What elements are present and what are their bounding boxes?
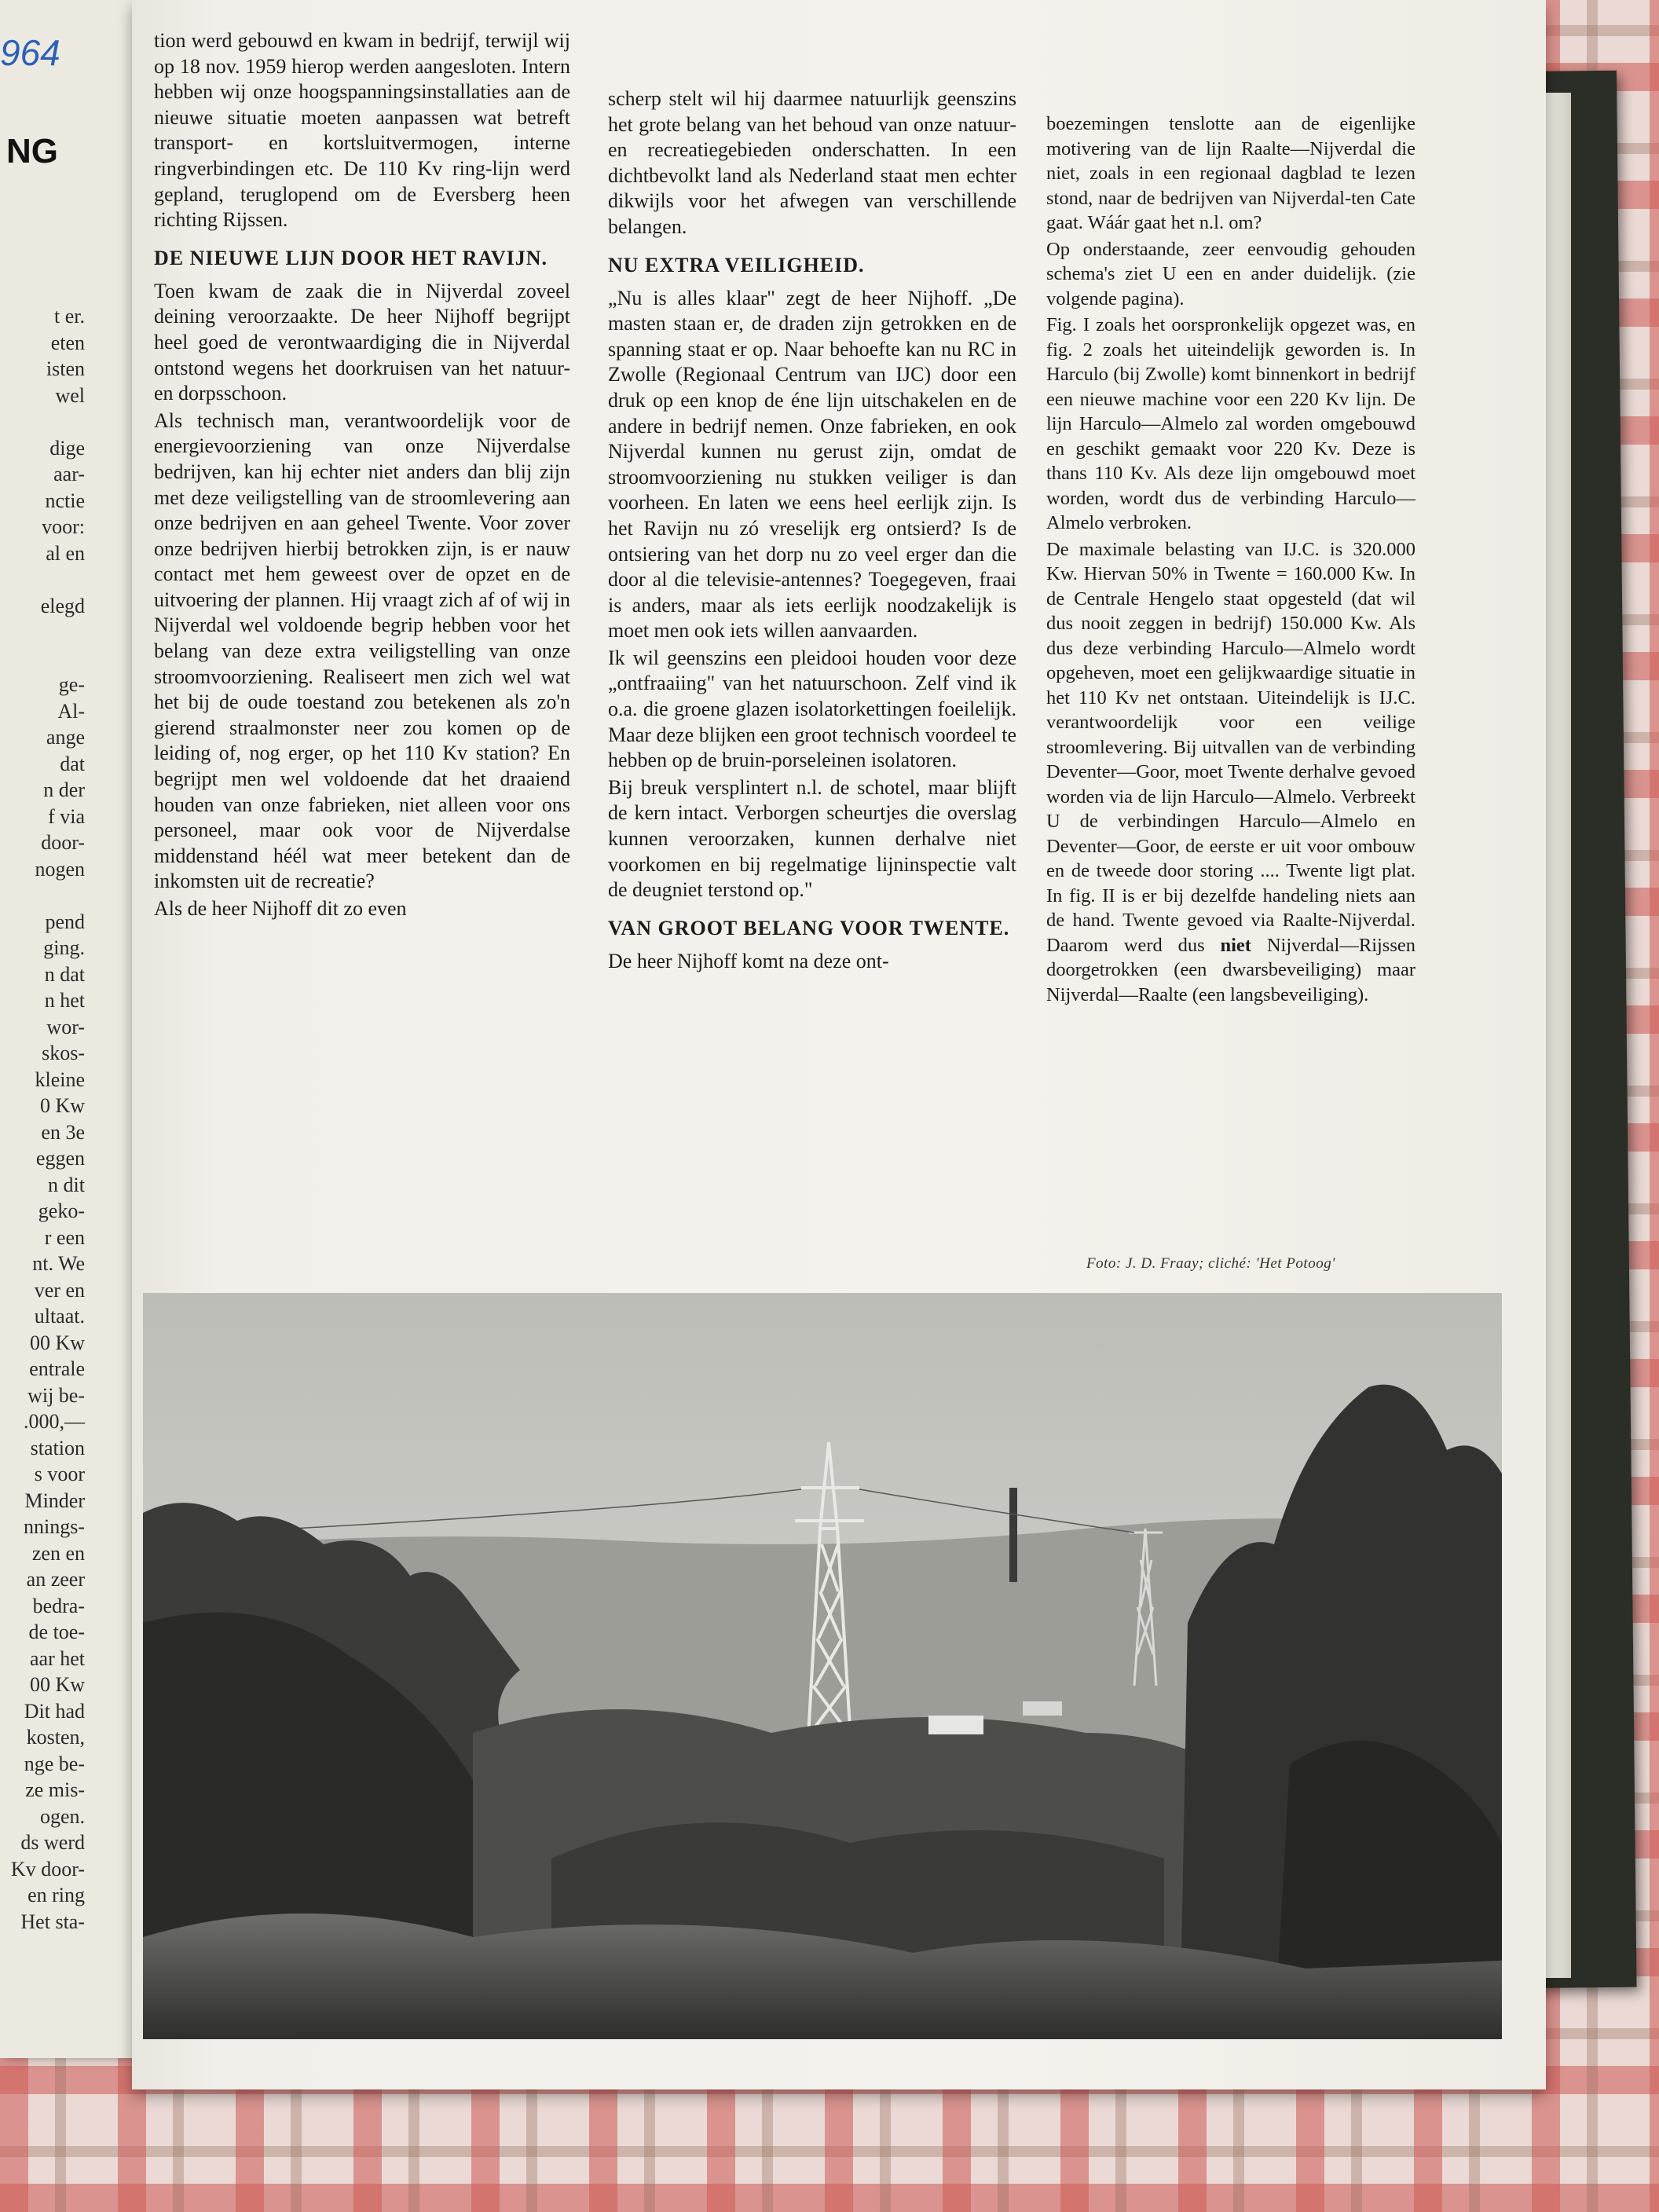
- left-text-line: Dit had: [24, 1699, 85, 1723]
- left-text-line: ver en: [34, 1278, 85, 1302]
- left-text-line: Kv door-: [10, 1857, 85, 1881]
- paragraph: „Nu is alles klaar" zegt de heer Nijhoff. „De masten staan er, de draden zijn getrokken en de spanning staat er op. Naar behoefte kan nu RC in Zwolle (Regionaal Centrum van IJC) door een druk op een knop de éne lijn uitschakelen en de andere in bedrijf nemen. Onze fabrieken, en ook Nijverdal kunnen nu gerust zijn, omdat de stroomvoorziening nu stukken veiliger is dan voorheen. En laten we eens heel eerlijk zijn. Is het Ravijn nu zó vreselijk erg ontsierd? Is de ontsiering van het dorp nu zo veel erger dan die door al die televisie-antennes? Toegegeven, fraai is anders, maar als iets eerlijk noodzakelijk is moet men ook iets willen aanvaarden.: [608, 286, 1016, 643]
- left-text-line: 00 Kw: [29, 1673, 85, 1696]
- left-text-line: 0 Kw: [39, 1094, 85, 1117]
- left-text-line: [11, 882, 85, 909]
- left-text-line: ultaat.: [34, 1305, 85, 1328]
- left-text-line: Minder: [24, 1489, 85, 1512]
- left-text-line: eten: [50, 331, 85, 354]
- paragraph: Op onderstaande, zeer eenvoudig gehouden schema's ziet U een en ander duidelijk. (zie volgende pagina).: [1046, 238, 1415, 309]
- paragraph: Als technisch man, verantwoordelijk voor de energievoorziening van onze Nijverdalse bedrijven, kan hij echter niet anders dan blij zijn met deze veiligstelling van de stroomlevering aan onze bedrijven en aan geheel Twente. Voor zover onze bedrijven hierbij betrokken zijn, is er nauw contact met hem geweest over de opzet en de uitvoering der plannen. Hij vraagt zich af of wij in Nijverdal wel voldoende begrip hebben voor het belang van deze extra veiligstelling van onze stroomvoorziening. Realiseert men zich wel wat het bij de oude toestand zou betekenen als zo'n gierend straalmonster neer zou komen op de leiding of, nog erger, op het 110 Kv station? En begrijpt men wel voldoende dat het draaiend houden van onze fabrieken, niet alleen voor ons personeel, maar ook voor de Nijverdalse middenstand héél wat meer betekent dan de inkomsten uit de recreatie?: [154, 408, 570, 893]
- left-text-line: wor-: [46, 1015, 85, 1038]
- left-text-line: ds werd: [20, 1831, 85, 1854]
- left-text-line: .000,—: [24, 1410, 85, 1433]
- left-text-line: Het sta-: [20, 1910, 85, 1933]
- paragraph: Bij breuk versplintert n.l. de schotel, maar blijft de kern intact. Verborgen scheurtjes die overslag kunnen veroorzaken, kunnen derhalve niet voorkomen en bij regelmatige lijninspectie valt de deugniet terstond op.": [608, 775, 1016, 902]
- paragraph: Als de heer Nijhoff dit zo even: [154, 897, 407, 920]
- left-text-line: n dit: [48, 1173, 85, 1196]
- paragraph: boezemingen tenslotte aan de eigenlijke motivering van de lijn Raalte—Nijverdal die niet, zoals in een regionaal dagblad te lezen stond, naar de bedrijven van Nijverdal-ten Cate gaat. Wáár gaat het n.l. om?: [1046, 113, 1415, 233]
- left-text-line: nctie: [45, 489, 85, 512]
- left-text-line: nogen: [35, 857, 85, 881]
- left-text-line: kosten,: [26, 1726, 85, 1749]
- emphasis-text: niet: [1220, 934, 1251, 956]
- article-column-2: [608, 86, 1016, 976]
- magazine-page: [132, 0, 1546, 2089]
- left-text-line: de toe-: [28, 1621, 85, 1643]
- left-text-line: en ring: [27, 1884, 85, 1906]
- left-text-line: n het: [44, 989, 85, 1012]
- left-heading-fragment: NG: [6, 132, 58, 170]
- landscape-photo: [143, 1293, 1502, 2039]
- paragraph-text: Nijverdal—Rijssen doorgetrokken (een dwarsbeveiliging) maar Nijverdal—Raalte (een langsbeveiliging).: [1046, 934, 1415, 1005]
- paragraph: Fig. I zoals het oorspronkelijk opgezet was, en fig. 2 zoals het uiteindelijk geworden is. In Harculo (bij Zwolle) komt binnenkort in bedrijf een nieuwe machine voor een 220 Kv lijn. De lijn Harculo—Almelo zal worden omgebouwd en geschikt gemaakt voor 220 Kv. Deze is thans 110 Kv. Als deze lijn omgebouwd moet worden, wordt dus de verbinding Harculo—Almelo verbroken.: [1046, 314, 1415, 533]
- subheading: VAN GROOT BELANG VOOR TWENTE.: [608, 916, 1010, 939]
- left-text-line: ge-: [58, 673, 85, 696]
- left-text-line: bedra-: [32, 1594, 85, 1617]
- left-text-line: Al-: [57, 699, 85, 723]
- article-column-3: [1046, 112, 1415, 1009]
- left-text-line: pend: [45, 910, 85, 933]
- left-text-line: t er.: [54, 305, 85, 328]
- left-text-line: voor:: [42, 515, 85, 538]
- left-text-line: an zeer: [26, 1568, 85, 1591]
- left-text-line: wel: [55, 383, 85, 407]
- left-text-line: al en: [46, 541, 85, 565]
- left-text-line: n der: [43, 778, 85, 801]
- left-text-line: ange: [46, 726, 85, 749]
- left-text-line: aar het: [29, 1646, 85, 1670]
- left-text-line: elegd: [40, 594, 85, 617]
- left-text-line: wij be-: [27, 1383, 85, 1407]
- photo-illustration: [143, 1293, 1502, 2039]
- left-text-line: r een: [44, 1225, 85, 1249]
- left-text-line: nnings-: [24, 1515, 85, 1538]
- left-text-line: 00 Kw: [29, 1331, 85, 1354]
- subheading: DE NIEUWE LIJN DOOR HET RAVIJN.: [154, 246, 548, 269]
- left-text-line: f via: [48, 804, 85, 828]
- left-text-line: nge be-: [24, 1752, 85, 1775]
- left-text-line: zen en: [31, 1541, 85, 1565]
- left-text-fragments: [11, 303, 85, 1935]
- photo-credit: Foto: J. D. Fraay; cliché: 'Het Potoog': [1086, 1255, 1335, 1272]
- left-text-line: dat: [60, 752, 85, 775]
- left-text-line: [11, 619, 85, 646]
- left-text-line: [11, 566, 85, 593]
- left-text-line: eggen: [35, 1147, 85, 1170]
- article-column-1: [154, 28, 570, 924]
- left-text-line: aar-: [53, 463, 85, 485]
- left-text-line: en 3e: [41, 1120, 85, 1144]
- left-text-line: ze mis-: [25, 1778, 85, 1801]
- left-text-line: station: [30, 1436, 85, 1459]
- handwritten-year: 964: [0, 32, 60, 73]
- left-text-line: [11, 408, 85, 435]
- paragraph-text: De maximale belasting van IJ.C. is 320.000 Kw. Hiervan 50% in Twente = 160.000 Kw. In de Centrale Hengelo staat opgesteld (dat wil dus nooit zeggen in bedrijf) 150.000 Kw. Als dus deze verbinding Harculo—Almelo wordt opgeheven, moet een gelijkwaardige situatie in het 110 Kv net ontstaan. Uiteindelijk is IJ.C. verantwoordelijk voor een veilige stroomlevering. Bij uitvallen van de verbinding Deventer—Goor, moet Twente derhalve gevoed worden via de lijn Harculo—Almelo. Verbreekt U de verbindingen Harculo—Almelo en Deventer—Goor, de eerste er uit voor ombouw en de tweede door storing .... Twente ligt plat. In fig. II is er bij dezelfde handeling niets aan de hand. Twente gevoed via Raalte-Nijverdal. Daarom werd dus: [1046, 538, 1415, 956]
- paragraph: Ik wil geenszins een pleidooi houden voor deze „ontfraaiing" van het natuurschoon. Zelf vind ik o.a. die groene glazen isolatorkettingen foeilelijk. Maar deze blijken een groot technisch voordeel te hebben op de bruin-porseleinen isolatoren.: [608, 646, 1016, 772]
- left-text-line: skos-: [42, 1042, 85, 1064]
- left-text-line: door-: [41, 831, 85, 854]
- left-page-fragment: [0, 0, 135, 2058]
- paragraph: De heer Nijhoff komt na deze ont-: [608, 949, 889, 972]
- paragraph: [1046, 537, 1415, 1008]
- left-text-line: n dat: [44, 962, 85, 986]
- left-text-line: [11, 646, 85, 672]
- left-text-line: nt. We: [32, 1252, 85, 1275]
- left-text-line: ogen.: [39, 1804, 85, 1828]
- left-text-line: isten: [46, 357, 85, 380]
- left-text-line: kleine: [35, 1068, 85, 1091]
- paragraph: Toen kwam de zaak die in Nijverdal zoveel deining veroorzaakte. De heer Nijhoff begrijpt heel goed de verontwaardiging die in Nijverdal ontstond wegens het doorkruisen van het natuur- en dorpsschoon.: [154, 279, 570, 405]
- paragraph: tion werd gebouwd en kwam in bedrijf, terwijl wij op 18 nov. 1959 hierop werden aangesloten. Intern hebben wij onze hoogspanningsinstallaties aan de nieuwe situatie moeten aanpassen wat betreft transport- en kortsluitvermogen, interne ringverbindingen etc. De 110 Kv ring-lijn werd gepland, teruglopend om de Eversberg heen richting Rijssen.: [154, 29, 570, 232]
- paragraph: scherp stelt wil hij daarmee natuurlijk geenszins het grote belang van het behoud van onze natuur- en recreatiegebieden onderschatten. In een dichtbevolkt land als Nederland staat men echter dikwijls voor het afwegen van verschillende belangen.: [608, 87, 1016, 238]
- left-text-line: dige: [49, 436, 85, 460]
- left-text-line: ging.: [43, 936, 85, 959]
- subheading: NU EXTRA VEILIGHEID.: [608, 253, 865, 276]
- left-text-line: s voor: [34, 1463, 85, 1485]
- left-text-line: geko-: [38, 1199, 85, 1222]
- left-text-line: entrale: [29, 1357, 85, 1380]
